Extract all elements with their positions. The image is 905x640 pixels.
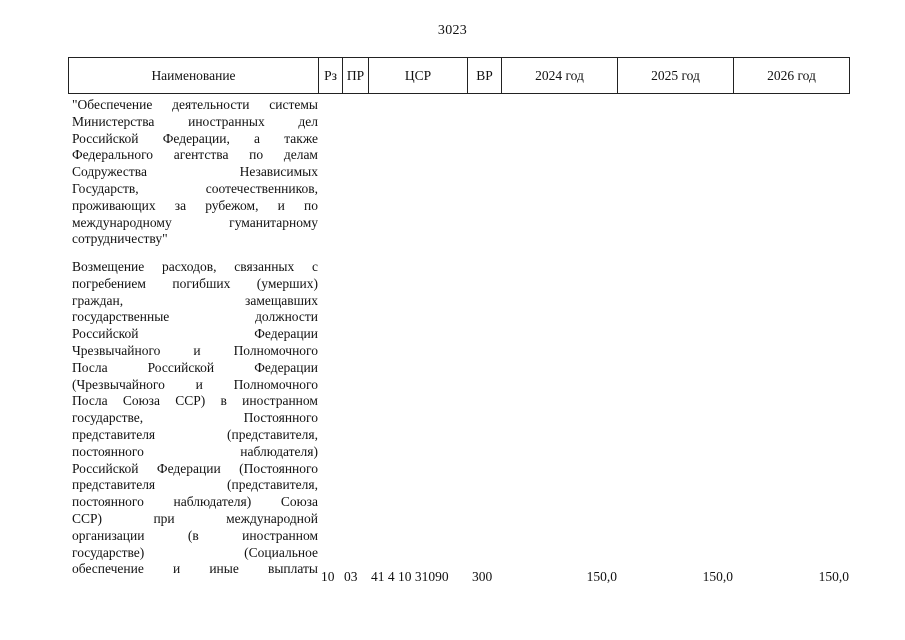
row-1-line: Российской Федерации, а также — [72, 130, 318, 146]
row-2-line: государстве, Постоянного — [72, 410, 318, 426]
row-2-line: государстве) (Социальное — [72, 544, 318, 560]
row-2-line: ССР) при международной — [72, 510, 318, 526]
header-2025: 2025 год — [617, 58, 733, 93]
row-1-line: сотрудничеству" — [72, 231, 168, 247]
row-1-line: международному гуманитарному — [72, 214, 318, 230]
row-2-name — [72, 259, 318, 578]
row-2-line: Российской Федерации — [72, 326, 318, 342]
row-1-line: Содружества Независимых — [72, 164, 318, 180]
row-2-line: организации (в иностранном — [72, 527, 318, 543]
header-2026: 2026 год — [733, 58, 850, 93]
row-2-line: постоянного наблюдателя) — [72, 443, 318, 459]
row-2-line: Чрезвычайного и Полномочного — [72, 342, 318, 358]
row-2-rz: 10 — [321, 569, 335, 584]
row-1-line: проживающих за рубежом, и по — [72, 197, 318, 213]
header-csr: ЦСР — [368, 58, 467, 93]
row-2-line: граждан, замещавших — [72, 292, 318, 308]
row-2-vr: 300 — [472, 569, 493, 584]
row-2-line: представителя (представителя, — [72, 477, 318, 493]
row-2-line: государственные должности — [72, 309, 318, 325]
row-1-line: "Обеспечение деятельности системы — [72, 97, 318, 112]
row-2-line: Возмещение расходов, связанных с — [72, 259, 318, 274]
row-2-line: постоянного наблюдателя) Союза — [72, 494, 318, 510]
row-2-2025: 150,0 — [702, 569, 733, 584]
row-2-2026: 150,0 — [818, 569, 849, 584]
header-rz: Рз — [318, 58, 342, 93]
row-1-name — [72, 97, 318, 248]
row-2-2024: 150,0 — [586, 569, 617, 584]
header-name: Наименование — [68, 58, 318, 93]
table-header-row — [68, 57, 850, 94]
row-1-line: Государств, соотечественников, — [72, 180, 318, 196]
header-2024: 2024 год — [501, 58, 617, 93]
header-vr: ВР — [467, 58, 501, 93]
row-2-line: обеспечение и иные выплаты — [72, 561, 318, 577]
row-2-line: погребением погибших (умерших) — [72, 275, 318, 291]
page-number: 3023 — [437, 23, 468, 38]
header-pr: ПР — [342, 58, 368, 93]
row-1-line: Министерства иностранных дел — [72, 113, 318, 129]
row-1-line: Федерального агентства по делам — [72, 147, 318, 163]
row-2-line: Посла Союза ССР) в иностранном — [72, 393, 318, 409]
row-2-line: представителя (представителя, — [72, 426, 318, 442]
row-2-csr: 41 4 10 31090 — [371, 569, 449, 584]
row-2-pr: 03 — [344, 569, 358, 584]
row-2-line: Российской Федерации (Постоянного — [72, 460, 318, 476]
row-2-line: (Чрезвычайного и Полномочного — [72, 376, 318, 392]
row-2-line: Посла Российской Федерации — [72, 359, 318, 375]
